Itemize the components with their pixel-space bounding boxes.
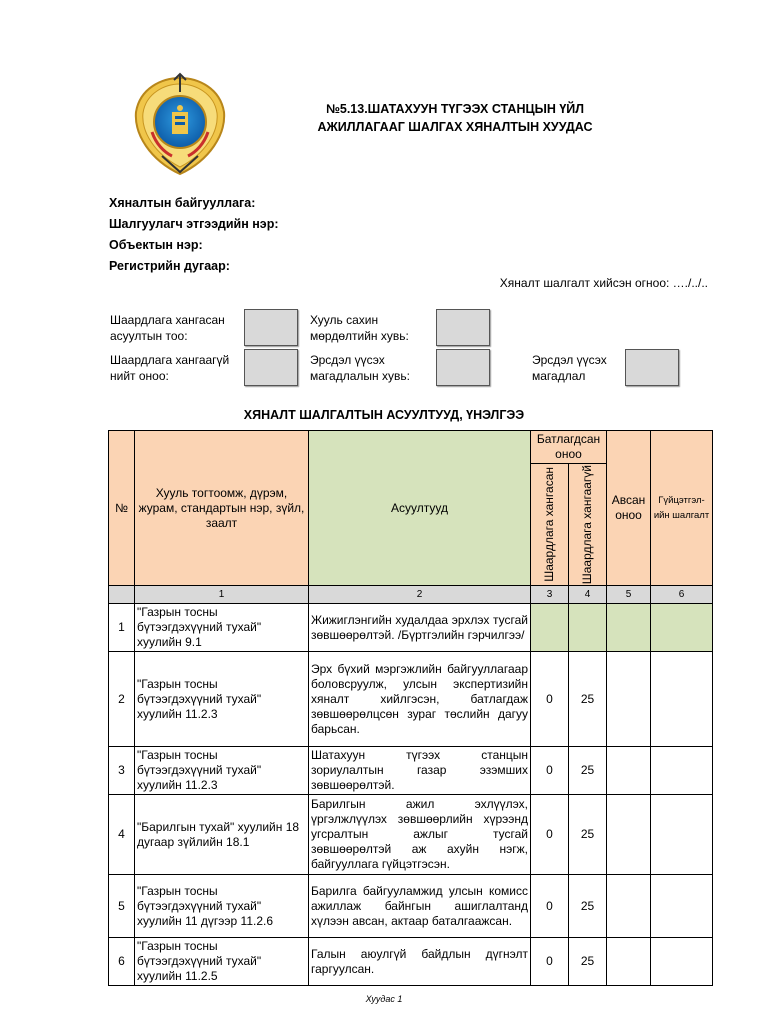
- row-number: 2: [109, 652, 135, 747]
- risk-pct-box[interactable]: [436, 349, 490, 386]
- row-law: "Газрын тосны бүтээгдэхүүний тухай" хуулийн 9.1: [135, 604, 309, 652]
- row-taken-score[interactable]: [607, 875, 651, 938]
- col-number: 5: [607, 586, 651, 604]
- col-number-blank: [109, 586, 135, 604]
- met-count-label: Шаардлага хангасан асуултын тоо:: [110, 313, 225, 343]
- row-taken-score[interactable]: [607, 652, 651, 747]
- row-execution[interactable]: [651, 795, 713, 875]
- col-number: 2: [309, 586, 531, 604]
- row-execution[interactable]: [651, 875, 713, 938]
- row-unmet-score: 25: [569, 652, 607, 747]
- table-row: [109, 747, 713, 795]
- table-row: [109, 652, 713, 747]
- row-unmet-score: 25: [569, 938, 607, 986]
- row-law: "Газрын тосны бүтээгдэхүүний тухай" хуулийн 11 дүгээр 11.2.6: [135, 875, 309, 938]
- row-unmet-score: 25: [569, 747, 607, 795]
- header-confirmed: Батлагдсан оноо: [531, 431, 607, 464]
- row-unmet-score: 25: [569, 875, 607, 938]
- header-row: [109, 431, 713, 464]
- row-execution[interactable]: [651, 652, 713, 747]
- row-taken-score[interactable]: [607, 938, 651, 986]
- risk-pct-label: Эрсдэл үүсэх магадлалын хувь:: [310, 353, 410, 383]
- row-law: "Барилгын тухай" хуулийн 18 дугаар зүйлийн 18.1: [135, 795, 309, 875]
- row-number: 6: [109, 938, 135, 986]
- row-met-score: 0: [531, 875, 569, 938]
- row-law: "Газрын тосны бүтээгдэхүүний тухай" хуулийн 11.2.5: [135, 938, 309, 986]
- row-number: 1: [109, 604, 135, 652]
- unmet-total-label: Шаардлага хангаагүй нийт оноо:: [110, 353, 230, 383]
- header-met: [531, 464, 569, 586]
- col-number: 1: [135, 586, 309, 604]
- col-number: 4: [569, 586, 607, 604]
- row-number: 4: [109, 795, 135, 875]
- registry-label: Регистрийн дугаар:: [109, 259, 230, 273]
- row-number: 5: [109, 875, 135, 938]
- row-question: Эрх бүхий мэргэжлийн байгууллагаар боловсруулж, улсын экспертизийн хяналт хийлгэсэн, батлагдаж зөвшөөрөлцсөн зураг төслийн дагуу барьсан.: [309, 652, 531, 747]
- row-unmet-score: [569, 604, 607, 652]
- header-questions: Асуултууд: [309, 431, 531, 586]
- compliance-pct-box[interactable]: [436, 309, 490, 346]
- unmet-total-box[interactable]: [244, 349, 298, 386]
- row-question: Барилга байгууламжид улсын комисс ажиллаж байнгын ашиглалтанд хүлээн авсан, актаар баталгаажсан.: [309, 875, 531, 938]
- table-row: [109, 604, 713, 652]
- table-row: [109, 938, 713, 986]
- row-number: 3: [109, 747, 135, 795]
- header-unmet-text: Шаардлага хангаагүй: [580, 465, 594, 585]
- header-law: Хууль тогтоомж, дүрэм, журам, стандартын нэр, зүйл, заалт: [135, 431, 309, 586]
- header-taken: Авсан оноо: [607, 431, 651, 586]
- header-unmet: [569, 464, 607, 586]
- row-met-score: 0: [531, 938, 569, 986]
- row-question: Галын аюулгүй байдлын дүгнэлт гаргуулсан.: [309, 938, 531, 986]
- row-question: Шатахуун түгээх станцын зориулалтын газар эзэмших зөвшөөрөлтэй.: [309, 747, 531, 795]
- row-execution[interactable]: [651, 747, 713, 795]
- inspector-label: Шалгуулагч этгээдийн нэр:: [109, 217, 279, 231]
- row-taken-score[interactable]: [607, 747, 651, 795]
- table-row: [109, 795, 713, 875]
- inspection-date: Хяналт шалгалт хийсэн огноо: …./../..: [499, 276, 708, 290]
- row-met-score: 0: [531, 795, 569, 875]
- row-met-score: 0: [531, 747, 569, 795]
- row-execution[interactable]: [651, 938, 713, 986]
- row-execution[interactable]: [651, 604, 713, 652]
- column-number-row: [109, 586, 713, 604]
- title-line-2: АЖИЛЛАГААГ ШАЛГАХ ХЯНАЛТЫН ХУУДАС: [317, 120, 593, 134]
- header-no: №: [109, 431, 135, 586]
- met-count-box[interactable]: [244, 309, 298, 346]
- row-unmet-score: 25: [569, 795, 607, 875]
- page-footer: Хуудас 1: [365, 994, 403, 1004]
- row-taken-score[interactable]: [607, 795, 651, 875]
- org-label: Хяналтын байгууллага:: [109, 196, 256, 210]
- table-row: [109, 875, 713, 938]
- header-execution: Гүйцэтгэл-ийн шалгалт: [651, 431, 713, 586]
- row-question: Жижиглэнгийн худалдаа эрхлэх тусгай зөвшөөрөлтэй. /Бүртгэлийн гэрчилгээ/: [309, 604, 531, 652]
- row-law: "Газрын тосны бүтээгдэхүүний тухай" хуулийн 11.2.3: [135, 652, 309, 747]
- col-number: 3: [531, 586, 569, 604]
- title-line-1: №5.13.ШАТАХУУН ТҮГЭЭХ СТАНЦЫН ҮЙЛ: [325, 102, 585, 116]
- row-law: "Газрын тосны бүтээгдэхүүний тухай" хуулийн 11.2.3: [135, 747, 309, 795]
- risk-prob-box[interactable]: [625, 349, 679, 386]
- row-question: Барилгын ажил эхлүүлэх, үргэлжлүүлэх зөвшөөрлийн хүрээнд угсралтын ажлыг тусгай зөвшөөрөлтэй аж ахуйн нэгж, байгууллага гүйцэтгэсэн.: [309, 795, 531, 875]
- header-met-text: Шаардлага хангасан: [542, 467, 556, 583]
- risk-prob-label: Эрсдэл үүсэх магадлал: [532, 353, 607, 383]
- checklist-table: [108, 430, 713, 986]
- section-title: ХЯНАЛТ ШАЛГАЛТЫН АСУУЛТУУД, ҮНЭЛГЭЭ: [243, 408, 525, 422]
- row-met-score: 0: [531, 652, 569, 747]
- row-taken-score[interactable]: [607, 604, 651, 652]
- row-met-score: [531, 604, 569, 652]
- state-emblem-icon: [132, 72, 228, 180]
- compliance-pct-label: Хууль сахин мөрдөлтийн хувь:: [310, 313, 409, 343]
- col-number: 6: [651, 586, 713, 604]
- page-title: [300, 100, 610, 136]
- object-label: Объектын нэр:: [109, 238, 203, 252]
